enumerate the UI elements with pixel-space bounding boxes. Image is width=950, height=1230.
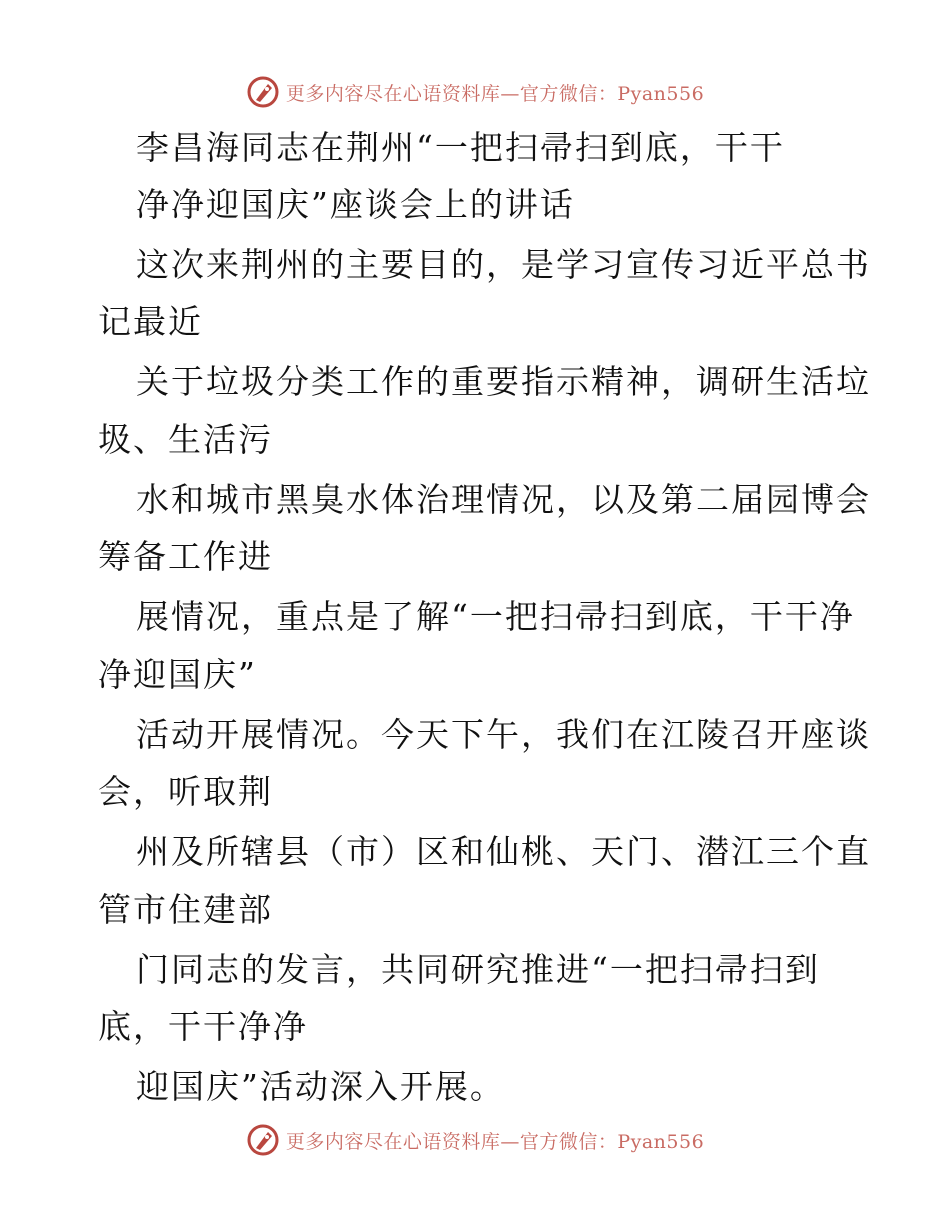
body-line: 门同志的发言，共同研究推进“一把扫帚扫到 [136, 950, 820, 989]
body-line: 活动开展情况。今天下午，我们在江陵召开座谈 [136, 715, 871, 754]
body-line: 筹备工作进 [98, 537, 273, 576]
body-line: 圾、生活污 [98, 420, 273, 459]
body-line: 会，听取荆 [98, 772, 273, 811]
watermark-text: 更多内容尽在心语资料库—官方微信：Pyan556 [285, 82, 705, 105]
body-line: 管市住建部 [98, 890, 273, 929]
watermark-text: 更多内容尽在心语资料库—官方微信：Pyan556 [285, 1130, 705, 1153]
body-line: 底，干干净净 [98, 1007, 308, 1046]
body-line: 这次来荆州的主要目的，是学习宣传习近平总书 [136, 245, 871, 284]
body-line: 水和城市黑臭水体治理情况，以及第二届园博会 [136, 480, 871, 519]
title-line-2: 净净迎国庆”座谈会上的讲话 [136, 185, 575, 224]
title-line-1: 李昌海同志在荆州“一把扫帚扫到底，干干 [136, 128, 785, 167]
body-line: 净迎国庆” [98, 655, 257, 694]
body-line: 记最近 [98, 302, 203, 341]
footer-watermark [0, 1120, 950, 1160]
body-line: 展情况，重点是了解“一把扫帚扫到底，干干净 [136, 597, 855, 636]
body-line: 州及所辖县（市）区和仙桃、天门、潜江三个直 [136, 832, 871, 871]
body-line: 关于垃圾分类工作的重要指示精神，调研生活垃 [136, 362, 871, 401]
body-line: 迎国庆”活动深入开展。 [136, 1067, 505, 1106]
pen-nib-circle-icon [246, 1123, 280, 1157]
